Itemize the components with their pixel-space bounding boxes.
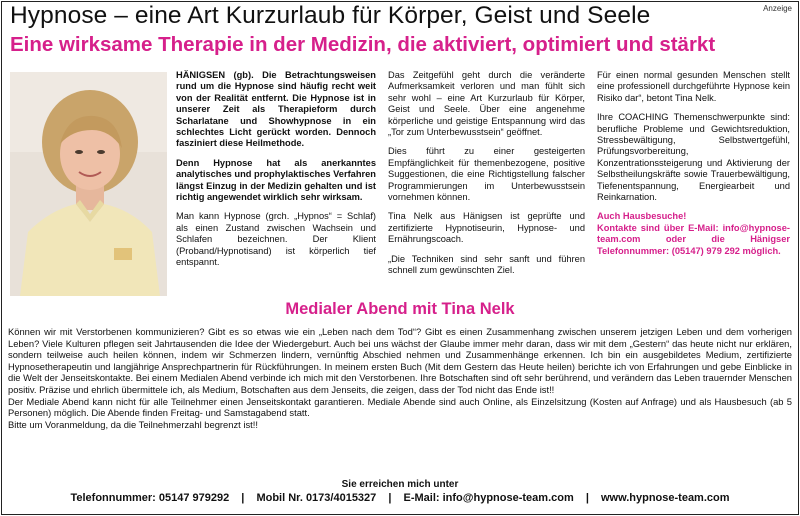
- website-link[interactable]: www.hypnose-team.com: [600, 492, 730, 504]
- portrait-illustration: [10, 72, 167, 296]
- separator: |: [585, 492, 589, 504]
- section-paragraph-2: Der Mediale Abend kann nicht für alle Teilnehmer einen Jenseitskontakt garantieren. Mediale Abende sind auch Online, als Einzelsitzung (Kosten auf Anfrage) und als Hausbesuch (ab 5 Personen) möglich. Die Abende finden Freitag- und Samstagabend statt.: [8, 395, 792, 419]
- col3-paragraph-2: Ihre COACHING Themenschwerpunkte sind: berufliche Probleme und Gewichtsreduktion, Stressbewältigung, Selbstwertgefühl, Prüfungsvorbereitung, Konzentrationssteigerung und Aktivierung der Selbstheilungskräfte sowie Trauerbewältigung, Tiefenentspannung, Energiearbeit und Reinkarnation.: [597, 112, 790, 203]
- col2-paragraph-1: Das Zeitgefühl geht durch die veränderte Aufmerksamkeit verloren und man fühlt sich sehr wohl – eine Art Kurzurlaub für Körper, Geist und Seele. Über eine angenehme körperliche und geistige Entspannung wird das „Tor zum Unterbewusstsein“ geöffnet.: [388, 70, 585, 138]
- col2-paragraph-4: „Die Techniken sind sehr sanft und führen schnell zum gewünschten Ziel.: [388, 253, 585, 276]
- contact-info-paragraph: Kontakte sind über E-Mail: info@hypnose-team.com oder die Hänigser Telefonnummer: (05147) 979 292 möglich.: [597, 222, 790, 256]
- article-column-2: [388, 70, 585, 285]
- col2-paragraph-2: Dies führt zu einer gesteigerten Empfänglichkeit für themenbezogene, positive Suggestionen, die eine Richtigstellung falscher Programmierungen im Unterbewusstsein vornehmen können.: [388, 146, 585, 203]
- article-column-3: [597, 70, 790, 265]
- medium-evening-text: [8, 326, 792, 430]
- section-title: Medialer Abend mit Tina Nelk: [285, 300, 515, 318]
- col2-paragraph-3: Tina Nelk aus Hänigsen ist geprüfte und zertifizierte Hypnotiseurin, Hypnose- und Ernährungscoach.: [388, 211, 585, 245]
- article-column-1: [176, 70, 376, 277]
- contact-bar: [0, 492, 800, 504]
- section-paragraph-3: Bitte um Voranmeldung, da die Teilnehmerzahl begrenzt ist!!: [8, 418, 258, 430]
- section-paragraph-1: Können wir mit Verstorbenen kommunizieren? Gibt es so etwas wie ein „Leben nach dem Tod“? Gibt es einen Zusammenhang zwischen unserem jetzigen Leben und dem vorherigen Leben? Viele Kulturen pflegen seit Jahrtausenden die Idee der Wiedergeburt. Auch bei uns wächst der Glaube immer mehr daran, dass wir mit dem „Gestern“ das heute nicht nur erklären, sondern teilweise auch heilen können, indem wir Schmerzen lindern, vernünftig Abschied nehmen und Zusammenhänge erkennen. Ich bin ein ausgebildetes Medium, zertifizierte Hypnosetherapeutin und langjährige Ansprechpartnerin für Rückführungen. In meinem ersten Buch (Mit dem Gestern das Heute heilen) berichte ich von Erfahrungen und gebe Einblicke in die Welt der Jenseitskontakte. Bei einem Medialen Abend verbinde ich mich mit den Verstorbenen. Ihre Botschaften sind oft sehr berührend, und verändern das Leben trauernder Menschen positiv. Präzise und ehrlich übermittele ich, als Medium, Botschaften aus dem Jenseits, die zeigen, dass der Tod nicht das Ende ist!!: [8, 326, 792, 395]
- portrait-photo: [10, 72, 167, 296]
- separator: |: [241, 492, 245, 504]
- col3-paragraph-1: Für einen normal gesunden Menschen stellt eine professionell durchgeführte Hypnose kein Risiko dar“, betont Tina Nelk.: [597, 70, 790, 103]
- phone-number[interactable]: Telefonnummer: 05147 979292: [70, 492, 230, 504]
- separator: |: [388, 492, 392, 504]
- reach-label: Sie erreichen mich unter: [341, 479, 459, 490]
- headline: Hypnose – eine Art Kurzurlaub für Körper, Geist und Seele: [10, 2, 651, 29]
- col1-paragraph-2: Denn Hypnose hat als anerkanntes analytisches und prophylaktisches Verfahren längst Einzug in der Medizin gehalten und ist richtig angewendet wirklich sehr wirksam.: [176, 157, 376, 203]
- email-link[interactable]: E-Mail: info@hypnose-team.com: [403, 492, 574, 504]
- house-calls-title: Auch Hausbesuche!: [597, 211, 687, 222]
- intro-paragraph: HÄNIGSEN (gb). Die Betrachtungsweisen rund um die Hypnose sind häufig recht weit von der Realität entfernt. Die Hypnose ist in unserer Zeit als Therapieform durch Scharlatane und Showhypnose in ein schlechtes Licht gerückt worden. Dennoch fasziniert diese Heilmethode.: [176, 70, 376, 149]
- mobile-number[interactable]: Mobil Nr. 0173/4015327: [256, 492, 377, 504]
- subheadline: Eine wirksame Therapie in der Medizin, die aktiviert, optimiert und stärkt: [10, 33, 716, 56]
- col1-paragraph-3: Man kann Hypnose (grch. „Hypnos“ = Schlaf) als einen Zustand zwischen Wachsein und Schlafen bezeichnen. Der Klient (Proband/Hypnotisand) ist körperlich tief entspannt.: [176, 211, 376, 268]
- ad-label: Anzeige: [763, 4, 792, 13]
